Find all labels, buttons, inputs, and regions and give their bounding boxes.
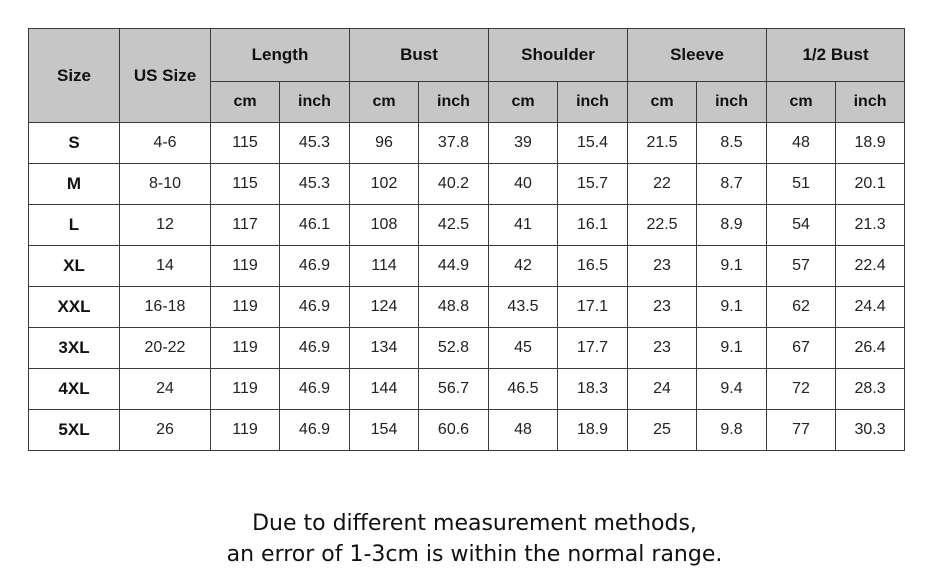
note-line-2: an error of 1-3cm is within the normal range. [226,542,723,567]
measurement-cell: 24.4 [836,287,905,328]
us-size-cell: 16-18 [120,287,211,328]
us-size-cell: 20-22 [120,328,211,369]
measurement-cell: 24 [628,369,697,410]
measurement-cell: 108 [350,205,419,246]
measurement-cell: 28.3 [836,369,905,410]
measurement-cell: 48.8 [419,287,489,328]
measurement-cell: 119 [211,287,280,328]
measurement-cell: 16.5 [558,246,628,287]
size-cell: XXL [29,287,120,328]
measurement-cell: 8.9 [697,205,767,246]
measurement-cell: 9.1 [697,246,767,287]
measurement-cell: 40.2 [419,164,489,205]
measurement-cell: 57 [767,246,836,287]
table-row [29,328,905,369]
us-size-cell: 26 [120,410,211,451]
measurement-cell: 67 [767,328,836,369]
measurement-cell: 18.3 [558,369,628,410]
measurement-cell: 51 [767,164,836,205]
header-sleeve: Sleeve [628,29,767,82]
measurement-cell: 18.9 [836,123,905,164]
header-bust: Bust [350,29,489,82]
table-row [29,369,905,410]
measurement-cell: 23 [628,328,697,369]
header-group-row [29,29,905,82]
unit-inch: inch [836,82,905,123]
measurement-cell: 46.9 [280,287,350,328]
size-cell: L [29,205,120,246]
measurement-cell: 23 [628,287,697,328]
measurement-cell: 22 [628,164,697,205]
measurement-cell: 119 [211,246,280,287]
measurement-cell: 15.7 [558,164,628,205]
measurement-cell: 8.7 [697,164,767,205]
measurement-cell: 23 [628,246,697,287]
measurement-cell: 46.9 [280,369,350,410]
measurement-cell: 45.3 [280,164,350,205]
unit-cm: cm [767,82,836,123]
table-row [29,246,905,287]
measurement-cell: 117 [211,205,280,246]
measurement-cell: 30.3 [836,410,905,451]
size-cell: 4XL [29,369,120,410]
table-row [29,123,905,164]
measurement-cell: 42.5 [419,205,489,246]
measurement-cell: 119 [211,369,280,410]
measurement-cell: 124 [350,287,419,328]
table-row [29,164,905,205]
measurement-cell: 144 [350,369,419,410]
measurement-cell: 46.5 [489,369,558,410]
measurement-cell: 102 [350,164,419,205]
measurement-cell: 40 [489,164,558,205]
header-size: Size [29,29,120,123]
measurement-cell: 39 [489,123,558,164]
unit-cm: cm [489,82,558,123]
us-size-cell: 14 [120,246,211,287]
table-row [29,205,905,246]
measurement-cell: 21.5 [628,123,697,164]
measurement-cell: 9.1 [697,287,767,328]
size-cell: S [29,123,120,164]
measurement-cell: 46.1 [280,205,350,246]
unit-inch: inch [558,82,628,123]
measurement-cell: 54 [767,205,836,246]
header-length: Length [211,29,350,82]
measurement-cell: 17.1 [558,287,628,328]
measurement-cell: 9.4 [697,369,767,410]
us-size-cell: 8-10 [120,164,211,205]
measurement-cell: 115 [211,164,280,205]
measurement-cell: 15.4 [558,123,628,164]
measurement-cell: 46.9 [280,246,350,287]
measurement-cell: 45.3 [280,123,350,164]
measurement-cell: 41 [489,205,558,246]
measurement-cell: 18.9 [558,410,628,451]
measurement-cell: 46.9 [280,328,350,369]
us-size-cell: 4-6 [120,123,211,164]
header-us-size: US Size [120,29,211,123]
measurement-cell: 16.1 [558,205,628,246]
note-line-1: Due to different measurement methods, [252,511,697,536]
measurement-cell: 21.3 [836,205,905,246]
table-body [29,123,905,451]
size-cell: XL [29,246,120,287]
measurement-cell: 119 [211,410,280,451]
table-row [29,287,905,328]
measurement-cell: 52.8 [419,328,489,369]
measurement-cell: 56.7 [419,369,489,410]
us-size-cell: 24 [120,369,211,410]
size-cell: 5XL [29,410,120,451]
measurement-cell: 154 [350,410,419,451]
measurement-cell: 48 [489,410,558,451]
measurement-cell: 37.8 [419,123,489,164]
measurement-cell: 25 [628,410,697,451]
unit-cm: cm [350,82,419,123]
measurement-cell: 72 [767,369,836,410]
size-chart-table [28,28,905,451]
unit-inch: inch [280,82,350,123]
measurement-cell: 9.8 [697,410,767,451]
measurement-cell: 114 [350,246,419,287]
measurement-cell: 62 [767,287,836,328]
table-row [29,410,905,451]
unit-inch: inch [419,82,489,123]
size-cell: 3XL [29,328,120,369]
measurement-cell: 22.5 [628,205,697,246]
measurement-cell: 60.6 [419,410,489,451]
measurement-cell: 42 [489,246,558,287]
unit-inch: inch [697,82,767,123]
measurement-cell: 17.7 [558,328,628,369]
measurement-cell: 9.1 [697,328,767,369]
unit-cm: cm [628,82,697,123]
header-half-bust: 1/2 Bust [767,29,905,82]
measurement-cell: 8.5 [697,123,767,164]
measurement-cell: 77 [767,410,836,451]
header-shoulder: Shoulder [489,29,628,82]
table-header [29,29,905,123]
measurement-cell: 46.9 [280,410,350,451]
measurement-cell: 44.9 [419,246,489,287]
measurement-cell: 20.1 [836,164,905,205]
measurement-cell: 22.4 [836,246,905,287]
measurement-cell: 26.4 [836,328,905,369]
measurement-cell: 45 [489,328,558,369]
size-cell: M [29,164,120,205]
measurement-cell: 96 [350,123,419,164]
measurement-cell: 115 [211,123,280,164]
measurement-cell: 48 [767,123,836,164]
unit-cm: cm [211,82,280,123]
us-size-cell: 12 [120,205,211,246]
measurement-cell: 119 [211,328,280,369]
measurement-cell: 134 [350,328,419,369]
measurement-note [0,508,949,570]
measurement-cell: 43.5 [489,287,558,328]
